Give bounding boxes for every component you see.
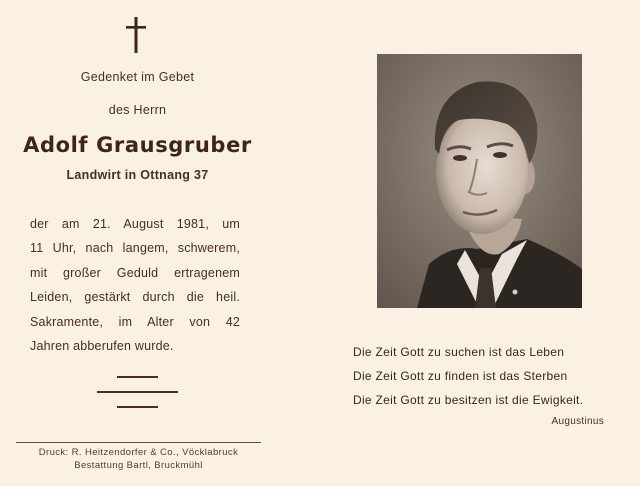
intro-line-1: Gedenket im Gebet	[80, 70, 195, 84]
printer-divider	[16, 442, 261, 443]
funeral-home-credit: Bestattung Bartl, Bruckmühl	[74, 460, 203, 471]
divider-rule-top	[117, 376, 158, 378]
cross-icon	[125, 17, 147, 53]
quote-line-1: Die Zeit Gott zu suchen ist das Leben	[353, 345, 565, 359]
obituary-line: 11 Uhr, nach langem, schwerem,	[30, 241, 240, 256]
printer-credit: Druck: R. Heitzendorfer & Co., Vöcklabruck	[38, 447, 239, 458]
obituary-line: Leiden, gestärkt durch die heil.	[30, 290, 240, 305]
quote-line-3: Die Zeit Gott zu besitzen ist die Ewigkeit.	[353, 393, 584, 407]
obituary-line: Jahren abberufen wurde.	[30, 339, 174, 354]
divider-rule-middle	[97, 391, 178, 393]
obituary-line: mit großer Geduld ertragenem	[30, 265, 240, 280]
quote-line-2: Die Zeit Gott zu finden ist das Sterben	[353, 369, 568, 383]
obituary-text	[30, 212, 240, 358]
portrait-photo	[377, 54, 582, 308]
intro-line-2: des Herrn	[108, 103, 167, 117]
divider-rule-bottom	[117, 406, 158, 408]
memorial-text-panel	[0, 0, 275, 486]
obituary-line: Sakramente, im Alter von 42	[30, 314, 240, 329]
quote-attribution: Augustinus	[551, 416, 604, 427]
portrait-illustration	[377, 54, 582, 308]
obituary-line: der am 21. August 1981, um	[30, 217, 240, 231]
occupation-line: Landwirt in Ottnang 37	[66, 168, 209, 182]
deceased-name: Adolf Grausgruber	[23, 133, 252, 157]
